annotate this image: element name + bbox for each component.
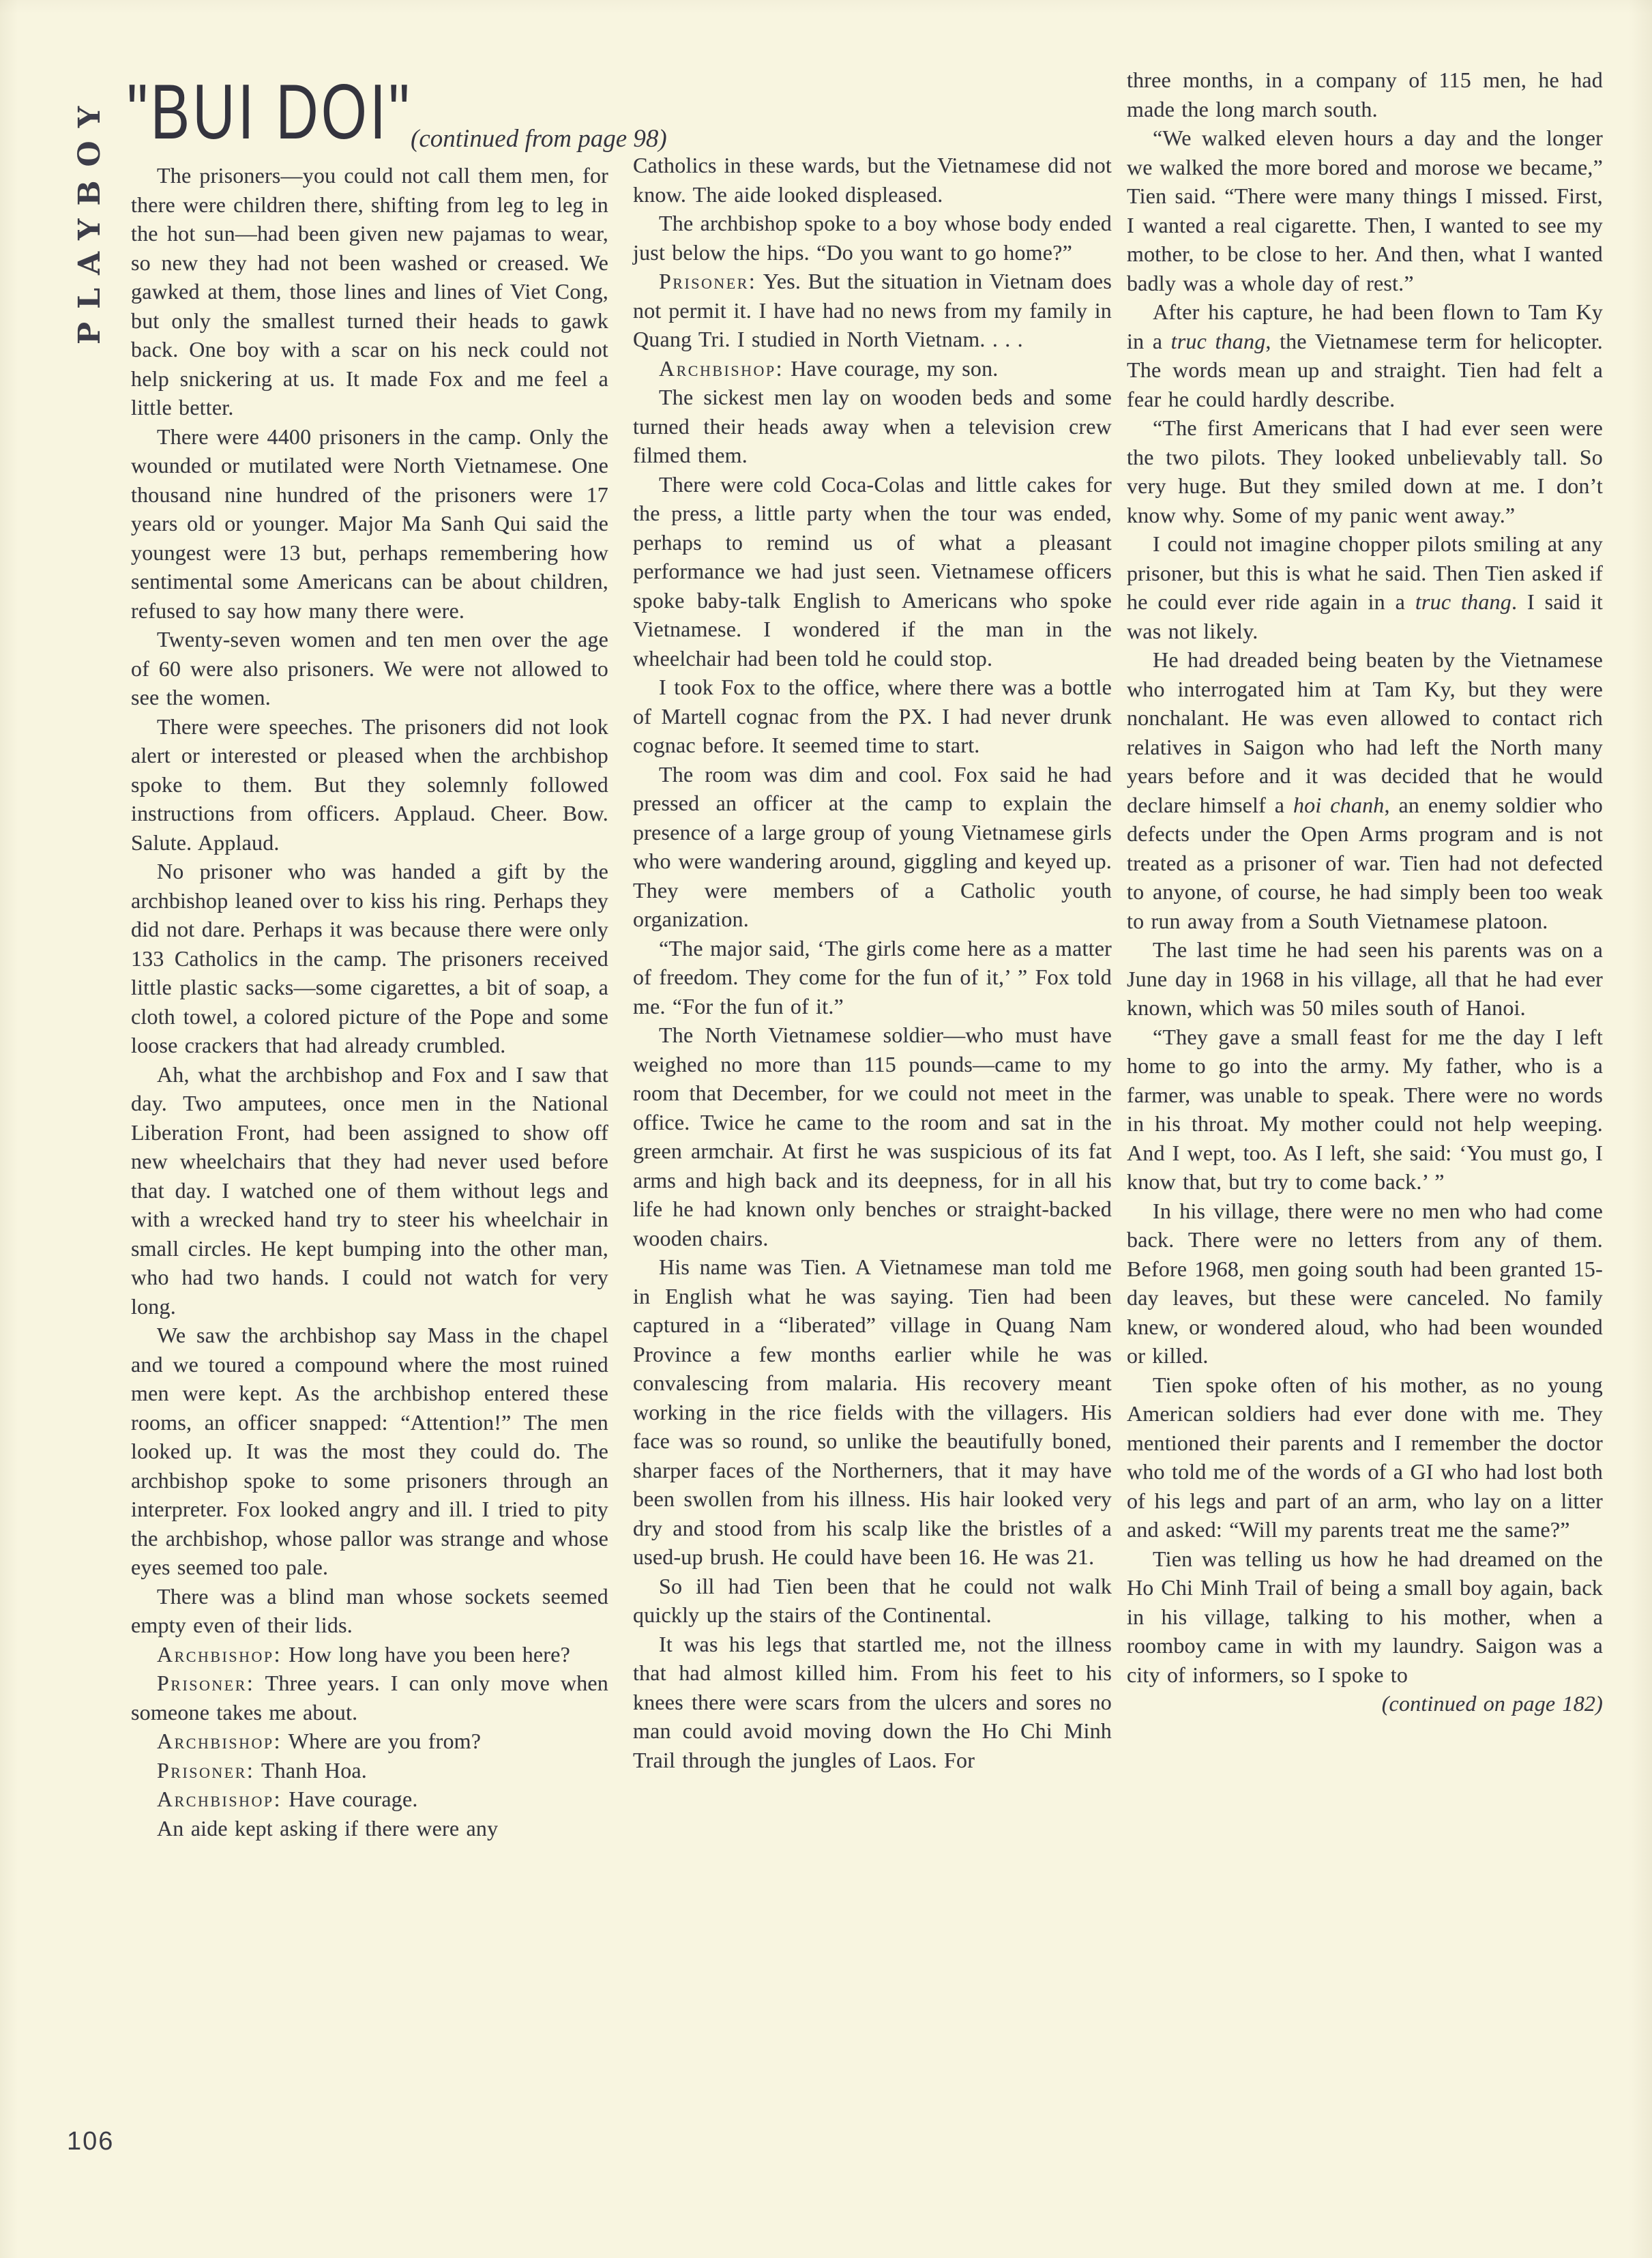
text-segment: , an enemy soldier who defects under the Open Arms program and is not treated as a prisoner of war. Tien had not defected to anyone, of course, he had simply been too weak to run away from a South Vietnamese platoon. xyxy=(1127,792,1603,933)
text-segment: There were speeches. The prisoners did not look alert or interested or pleased when the archbishop spoke to them. But they solemnly followed instructions from officers. Applaud. Cheer. Bow. Salute. Applaud. xyxy=(131,714,608,855)
text-segment: Tien was telling us how he had dreamed on the Ho Chi Minh Trail of being a small boy again, back in his village, talking to his mother, when a roomboy came in with my laundry. Saigon was a city of informers, so I spoke to xyxy=(1127,1546,1603,1687)
text-segment: “The major said, ‘The girls come here as a matter of freedom. They come for the fun of it,’ ” Fox told me. “For the fun of it.” xyxy=(633,935,1112,1018)
paragraph xyxy=(633,151,1112,209)
paragraph xyxy=(633,209,1112,267)
paragraph xyxy=(1127,413,1603,529)
paragraph xyxy=(131,1814,608,1843)
paragraph xyxy=(131,161,608,422)
paragraph xyxy=(131,1640,608,1669)
text-segment: Yes. But the situation in Vietnam does not permit it. I have had no news from my family in Quang Tri. I studied in North Vietnam. . . . xyxy=(633,269,1112,351)
text-segment: The room was dim and cool. Fox said he had pressed an officer at the camp to explain the presence of a large group of young Vietnamese girls who were wandering around, giggling and keyed up. They were members of a Catholic youth organization. xyxy=(633,761,1112,931)
paragraph xyxy=(131,1060,608,1321)
text-segment: There were cold Coca-Colas and little cakes for the press, a little party when the tour was ended, perhaps to remind us of what a pleasant performance we had just seen. Vietnamese officers spoke baby-talk English to Americans who spoke Vietnamese. I wondered if the man in the wheelchair had been told he could stop. xyxy=(633,471,1112,671)
speaker-label: Prisoner: xyxy=(157,1671,255,1695)
speaker-label: Prisoner: xyxy=(157,1757,255,1783)
text-segment: I took Fox to the office, where there was a bottle of Martell cognac from the PX. I had never drunk cognac before. It seemed time to start. xyxy=(633,675,1112,757)
text-segment: Ah, what the archbishop and Fox and I saw that day. Two amputees, once men in the National Liberation Front, had been assigned to show off new wheelchairs that they had never used before that day. I watched one of them without legs and with a wrecked hand try to steer his wheelchair in small circles. He kept bumping into the other man, who had two hands. I could not watch for very long. xyxy=(131,1061,608,1319)
text-segment: , the Vietnamese term for helicopter. The words mean up and straight. Tien had felt a fear he could hardly describe. xyxy=(1127,328,1604,411)
magazine-name-vertical: PLAYBOY xyxy=(72,93,107,344)
text-segment: It was his legs that startled me, not the illness that had almost killed him. From his feet to his knees there were scars from the ulcers and sores no man could avoid moving down the Ho Chi Minh Trail through the jungles of Laos. For xyxy=(633,1631,1112,1772)
continued-on-note xyxy=(1127,1689,1603,1718)
paragraph xyxy=(131,1727,608,1756)
paragraph xyxy=(1127,645,1603,935)
paragraph xyxy=(131,1321,608,1582)
paragraph xyxy=(1127,1370,1603,1544)
text-segment: “They gave a small feast for me the day I left home to go into the army. My father, who is a farmer, was unable to speak. There were no words in his throat. My mother could not help weeping. And I wept, too. As I left, she said: ‘You must go, I know that, but try to come back.’ ” xyxy=(1127,1024,1603,1194)
text-segment: His name was Tien. A Vietnamese man told me in English what he was saying. Tien had been captured in a “liberated” village in Quang Nam Province a few months earlier while he was convalescing from malaria. His recovery meant working in the rice fields with the villagers. His face was so round, so unlike the beautifully boned, sharper faces of the Northerners, that it may have been swollen from his illness. His hair looked very dry and stood from his scalp like the bristles of a used-up brush. He could have been 16. He was 21. xyxy=(633,1255,1112,1569)
paragraph xyxy=(1127,1197,1603,1370)
paragraph xyxy=(633,470,1112,673)
paragraph xyxy=(1127,935,1603,1023)
text-segment: An aide kept asking if there were any xyxy=(157,1815,499,1841)
paragraph xyxy=(633,934,1112,1021)
italic-phrase: truc thang xyxy=(1170,328,1266,353)
italic-phrase: truc thang xyxy=(1415,589,1511,614)
text-segment: Have courage. xyxy=(289,1787,418,1811)
paragraph xyxy=(633,1630,1112,1775)
paragraph xyxy=(633,1572,1112,1630)
speaker-label: Archbishop: xyxy=(659,355,784,381)
text-segment: The prisoners—you could not call them men, for there were children there, shifting from leg to leg in the hot sun—had been given new pajamas to wear, so new they had not been washed or creased. We gawked at them, those lines and lines of Viet Cong, but only the smallest turned their heads to gawk back. One boy with a scar on his neck could not help snickering at us. It made Fox and me feel a little better. xyxy=(131,163,608,420)
text-segment: The North Vietnamese soldier—who must have weighed no more than 115 pounds—came to my room that December, for we could not meet in the office. Twice he came to the room and sat in the green armchair. At first he was suspicious of its fat arms and high back and its deepness, for in all his life he had known only benches or straight-backed wooden chairs. xyxy=(633,1023,1112,1250)
paragraph xyxy=(1127,1544,1603,1690)
paragraph xyxy=(633,267,1112,354)
page-number: 106 xyxy=(67,2127,115,2156)
text-column-3 xyxy=(1127,65,1603,1718)
paragraph xyxy=(1127,123,1603,297)
text-segment: three months, in a company of 115 men, he had made the long march south. xyxy=(1127,68,1603,121)
paragraph xyxy=(1127,297,1603,413)
text-segment: So ill had Tien been that he could not walk quickly up the stairs of the Continental. xyxy=(633,1573,1112,1627)
paragraph xyxy=(131,422,608,626)
speaker-label: Archbishop: xyxy=(157,1787,282,1811)
text-segment: The archbishop spoke to a boy whose body ended just below the hips. “Do you want to go home?” xyxy=(633,211,1112,265)
paragraph xyxy=(1127,1023,1603,1197)
paragraph xyxy=(1127,529,1603,645)
continued-from-note: (continued from page 98) xyxy=(411,125,667,153)
text-segment: There was a blind man whose sockets seemed empty even of their lids. xyxy=(131,1583,608,1637)
text-segment: Twenty-seven women and ten men over the age of 60 were also prisoners. We were not allowed to see the women. xyxy=(131,627,608,709)
text-segment: There were 4400 prisoners in the camp. Only the wounded or mutilated were North Vietnamese. One thousand nine hundred of the prisoners were 17 years old or younger. Major Ma Sanh Qui said the youngest were 13 but, perhaps remembering how sentimental some Americans can be about children, refused to say how many there were. xyxy=(131,424,608,623)
paragraph xyxy=(633,673,1112,760)
paragraph xyxy=(131,712,608,857)
speaker-label: Archbishop: xyxy=(157,1729,282,1753)
paragraph xyxy=(1127,65,1603,123)
text-segment: Catholics in these wards, but the Vietnamese did not know. The aide looked displeased. xyxy=(633,153,1112,207)
paragraph xyxy=(633,383,1112,470)
paragraph xyxy=(633,354,1112,383)
paragraph xyxy=(131,1582,608,1640)
paragraph xyxy=(131,1756,608,1785)
text-segment: The sickest men lay on wooden beds and some turned their heads away when a television crew filmed them. xyxy=(633,385,1112,467)
paragraph xyxy=(633,1252,1112,1572)
paragraph xyxy=(131,1669,608,1727)
text-segment: He had dreaded being beaten by the Vietnamese who interrogated him at Tam Ky, but they were nonchalant. He was even allowed to contact rich relatives in Saigon who had left the North many years before and it was decided that he would declare himself a xyxy=(1127,647,1603,817)
text-segment: Thanh Hoa. xyxy=(261,1757,367,1783)
speaker-label: Prisoner: xyxy=(659,269,757,293)
text-segment: After his capture, he had been flown to Tam Ky in a xyxy=(1127,299,1603,353)
italic-phrase: hoi chanh xyxy=(1293,792,1385,817)
text-column-2 xyxy=(633,151,1112,1774)
speaker-label: Archbishop: xyxy=(157,1641,282,1667)
text-segment: “We walked eleven hours a day and the longer we walked the more bored and morose we became,” Tien said. “There were many things I missed. First, I wanted a real cigarette. Then, I wanted to see my mother, to be close to her. And then, what I wanted badly was a whole day of rest.” xyxy=(1127,126,1603,295)
text-segment: We saw the archbishop say Mass in the chapel and we toured a compound where the most ruined men were kept. As the archbishop entered these rooms, an officer snapped: “Attention!” The men looked up. It was the most they could do. The archbishop spoke to some prisoners through an interpreter. Fox looked angry and ill. I tried to pity the archbishop, whose pallor was strange and whose eyes seemed too pale. xyxy=(131,1323,608,1579)
text-segment: Where are you from? xyxy=(288,1729,482,1753)
paragraph xyxy=(131,625,608,712)
text-segment: In his village, there were no men who had come back. There were no letters from any of them. Before 1968, men going south had been granted 15-day leaves, but these were canceled. No family knew, or wondered aloud, who had been wounded or killed. xyxy=(1127,1198,1603,1368)
paragraph xyxy=(131,857,608,1060)
text-segment: I could not imagine chopper pilots smiling at any prisoner, but this is what he said. Then Tien asked if he could ever ride again in a xyxy=(1127,531,1603,614)
paragraph xyxy=(633,760,1112,934)
text-segment: No prisoner who was handed a gift by the archbishop leaned over to kiss his ring. Perhaps they did not dare. Perhaps it was because there were only 133 Catholics in the camp. The prisoners received little plastic sacks—some cigarettes, a bit of soap, a cloth towel, a colored picture of the Pope and some loose crackers that had already crumbled. xyxy=(131,859,608,1057)
article-title: "BUI DOI" xyxy=(127,69,413,156)
text-segment: The last time he had seen his parents was on a June day in 1968 in his village, all that he had ever known, which was 50 miles south of Hanoi. xyxy=(1127,937,1603,1020)
text-column-1 xyxy=(131,161,608,1843)
text-segment: Three years. I can only move when someone takes me about. xyxy=(131,1671,608,1725)
text-segment: (continued on page 182) xyxy=(1381,1691,1603,1716)
text-segment: Tien spoke often of his mother, as no young American soldiers had ever done with me. They mentioned their parents and I remember the doctor who told me of the words of a GI who had lost both of his legs and part of an arm, who lay on a litter and asked: “Will my parents treat me the same?” xyxy=(1127,1372,1603,1542)
paragraph xyxy=(633,1021,1112,1252)
text-segment: . I said it was not likely. xyxy=(1127,589,1603,643)
text-segment: Have courage, my son. xyxy=(791,355,999,381)
text-segment: How long have you been here? xyxy=(289,1641,570,1667)
text-segment: “The first Americans that I had ever seen were the two pilots. They looked unbelievably tall. So very huge. But they smiled down at me. I don’t know why. Some of my panic went away.” xyxy=(1127,415,1603,527)
paragraph xyxy=(131,1785,608,1814)
